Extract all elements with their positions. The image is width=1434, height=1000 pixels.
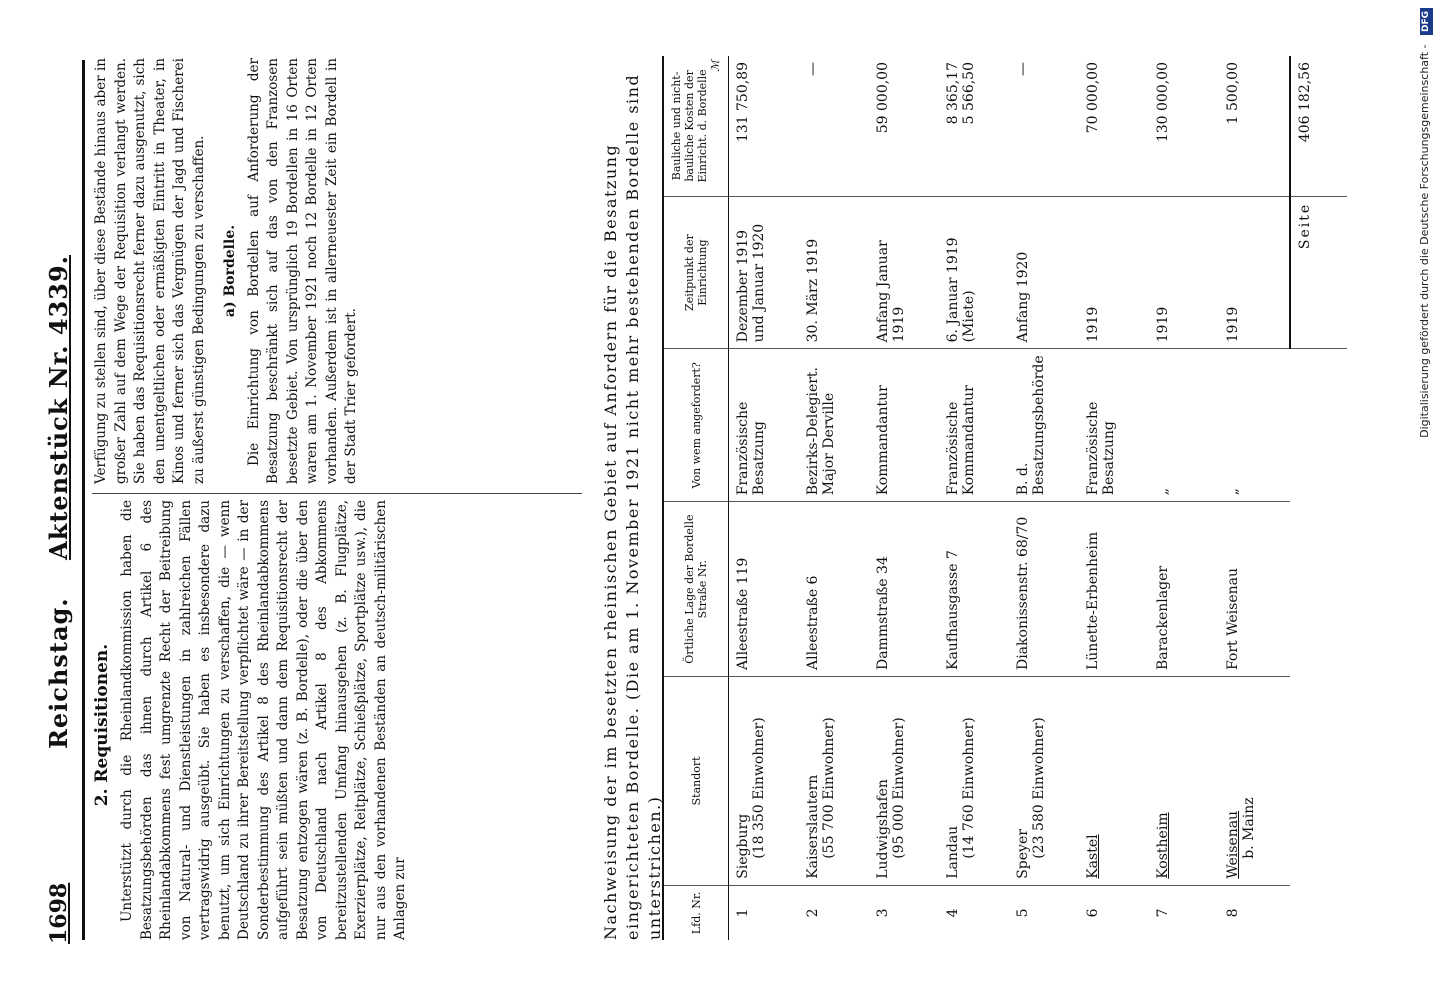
cell-kosten: — [1009,56,1079,196]
cell-standort [939,677,1009,886]
standort-sub: (23 580 Einwohner) [1031,717,1047,859]
standort-name-underlined: Kostheim [1155,812,1171,879]
cell-standort [1079,677,1149,886]
page-header [40,60,80,944]
cell-lage: Fort Weisenau [1219,502,1290,677]
cell-lage: Kaufhausgasse 7 [939,502,1009,677]
total-label: Seite [1290,196,1347,349]
header-kosten-unit: ℳ [709,60,722,72]
cell-lage: Alleestraße 119 [729,502,800,677]
cell-von-wem: Kommandantur [869,349,939,502]
subsection-title: a) Bordelle. [222,224,238,318]
table-row [939,56,1009,940]
standort-name-underlined: Kastel [1085,834,1101,879]
table-row [1219,56,1290,940]
cell-nr: 8 [1225,908,1241,918]
cell-nr: 6 [1085,908,1101,918]
standort-name: Landau [945,825,961,879]
header-von-wem: Von wem angefordert? [663,349,729,502]
standort-sub: (18 350 Einwohner) [751,717,767,859]
cell-zeitpunkt: 1919 [1079,196,1149,349]
cell-von-wem: Bezirks-Delegiert. Major Derville [799,349,869,502]
cell-standort [729,677,800,886]
page-number: 1698 [46,882,72,944]
header-lage: Örtliche Lage der Bordelle Straße Nr. [663,502,729,677]
table-row [869,56,939,940]
standort-sub: (55 700 Einwohner) [821,717,837,859]
cell-kosten: 131 750,89 [729,56,800,196]
standort-name: Siegburg [735,813,751,879]
cell-nr: 5 [1015,908,1031,918]
cell-nr: 7 [1155,908,1171,918]
section-title: 2. Requisitionen. [92,643,112,807]
standort-name: Kaiserslautern [805,774,821,879]
cell-kosten: — [799,56,869,196]
header-rule [82,60,85,940]
table-caption: Nachweisung der im besetzten rheinischen Gebiet auf Anfordern für die Besatzung eingerichteten Bordelle. (Die am 1. November 1921 nicht mehr bestehenden Bordelle sind unterstrichen.) [601,73,664,940]
dfg-credit-inner [1416,8,1434,992]
standort-sub: b. Mainz [1241,797,1257,859]
cell-lage: Alleestraße 6 [799,502,869,677]
cell-kosten: 70 000,00 [1079,56,1149,196]
kosten-value-2: 5 566,50 [961,62,977,125]
table-row [1149,56,1219,940]
column-divider [92,493,582,494]
table-row [1079,56,1149,940]
total-spacer [1290,349,1347,940]
cell-lage: Diakonissenstr. 68/70 [1009,502,1079,677]
table-row [1009,56,1079,940]
standort-sub: (14 760 Einwohner) [961,717,977,859]
cell-kosten: 1 500,00 [1219,56,1290,196]
cell-nr: 2 [805,908,821,918]
right-paragraph-2: Die Einrichtung von Bordellen auf Anforderung der Besatzung beschränkt sich auf das von den Franzosen besetzte Gebiet. Von ursprünglich 19 Bordellen in 16 Orten waren am 1. November 1921 noch 12 Bordelle in 12 Orten vorhanden. Außerdem ist in allerneuester Zeit ein Bordell in der Stadt Trier gefordert. [245,58,359,484]
right-text-column [92,58,362,484]
cell-von-wem: Französische Besatzung [729,349,800,502]
standort-name: Speyer [1015,829,1031,879]
standort-name: Ludwigshafen [875,779,891,879]
kosten-value: 8 365,17 [945,62,961,125]
table-row [729,56,800,940]
header-kosten-label: Bauliche und nicht-bauliche Kosten der Einricht. d. Bordelle [670,69,709,183]
cell-von-wem: Französische Besatzung [1079,349,1149,502]
running-title-right: Aktenstück Nr. 4339. [44,254,73,560]
header-zeitpunkt: Zeitpunkt der Einrichtung [663,196,729,349]
standort-name-underlined: Weisenau [1225,810,1241,879]
left-paragraph: Unterstützt durch die Rheinlandkommission haben die Besatzungsbehörden das ihnen durch Artikel 6 des Rheinlandabkommens fest umgrenzte Recht der Beitreibung von Natural- und Dienstleistungen in zahlreichen Fällen vertragswidrig ausgeübt. Sie haben es insbesondere dazu benutzt, um sich Einrichtungen zu verschaffen, die — wenn Deutschland zu ihrer Bereitstellung verpflichtet wäre — in der Sonderbestimmung des Artikel 8 des Rheinlandabkommens aufgeführt sein müßten und dann dem Requisitionsrecht der Besatzung entzogen wären (z. B. Bordelle), oder die über den von Deutschland nach Artikel 8 des Abkommens bereitzustellenden Umfang hinausgehen (z. B. Flugplätze, Exerzierplätze, Reitplätze, Schießplätze, Sportplätze usw.), die nur aus den vorhandenen Beständen an deutsch-militärischen Anlagen zur [119,500,408,940]
standort-sub: (95 000 Einwohner) [891,717,907,859]
cell-von-wem: „ [1149,349,1219,502]
left-text-column [118,500,411,940]
cell-zeitpunkt: 30. März 1919 [799,196,869,349]
cell-standort [799,677,869,886]
cell-standort [1149,677,1219,886]
header-nr: Lfd. Nr. [663,885,729,940]
cell-zeitpunkt: Dezember 1919 und Januar 1920 [729,196,800,349]
running-title [44,60,73,944]
cell-zeitpunkt: Anfang 1920 [1009,196,1079,349]
cell-lage: Barackenlager [1149,502,1219,677]
cell-nr: 4 [945,908,961,918]
cell-zeitpunkt: 6. Januar 1919 (Miete) [939,196,1009,349]
cell-zeitpunkt: Anfang Januar 1919 [869,196,939,349]
running-title-left: Reichstag. [44,597,73,750]
cell-von-wem: Französische Kommandantur [939,349,1009,502]
cell-von-wem: „ [1219,349,1290,502]
table-header-row [663,56,729,940]
dfg-credit-text: Digitalisierung gefördert durch die Deutsche Forschungsgemeinschaft - [1418,44,1431,438]
cell-kosten: 59 000,00 [869,56,939,196]
cell-kosten [939,56,1009,196]
total-value: 406 182,56 [1290,56,1347,196]
cell-standort [1219,677,1290,886]
cell-nr: 3 [875,908,891,918]
header-kosten [663,56,729,196]
dfg-credit [1416,8,1434,992]
table-row [799,56,869,940]
cell-standort [869,677,939,886]
cell-zeitpunkt: 1919 [1149,196,1219,349]
right-paragraph-1: Verfügung zu stellen sind, über diese Bestände hinaus aber in großer Zahl auf dem Wege der Requisition verlangt werden. Sie haben das Requisitionsrecht ferner dazu ausgenutzt, sich den unentgeltlichen oder ermäßigten Eintritt in Theater, in Kinos und ferner sich das Vergnügen der Jagd und Fischerei zu äußerst günstigen Bedingungen zu verschaffen. [93,58,207,484]
cell-nr: 1 [735,908,751,918]
cell-kosten: 130 000,00 [1149,56,1219,196]
header-standort: Standort [663,677,729,886]
bordelle-table [662,56,1347,940]
cell-von-wem: B. d. Besatzungsbehörde [1009,349,1079,502]
cell-lage: Lünette-Erbenheim [1079,502,1149,677]
cell-zeitpunkt: 1919 [1219,196,1290,349]
cell-standort [1009,677,1079,886]
dfg-logo: DFG [1420,8,1433,35]
cell-lage: Dammstraße 34 [869,502,939,677]
table-total-row [1290,56,1347,940]
